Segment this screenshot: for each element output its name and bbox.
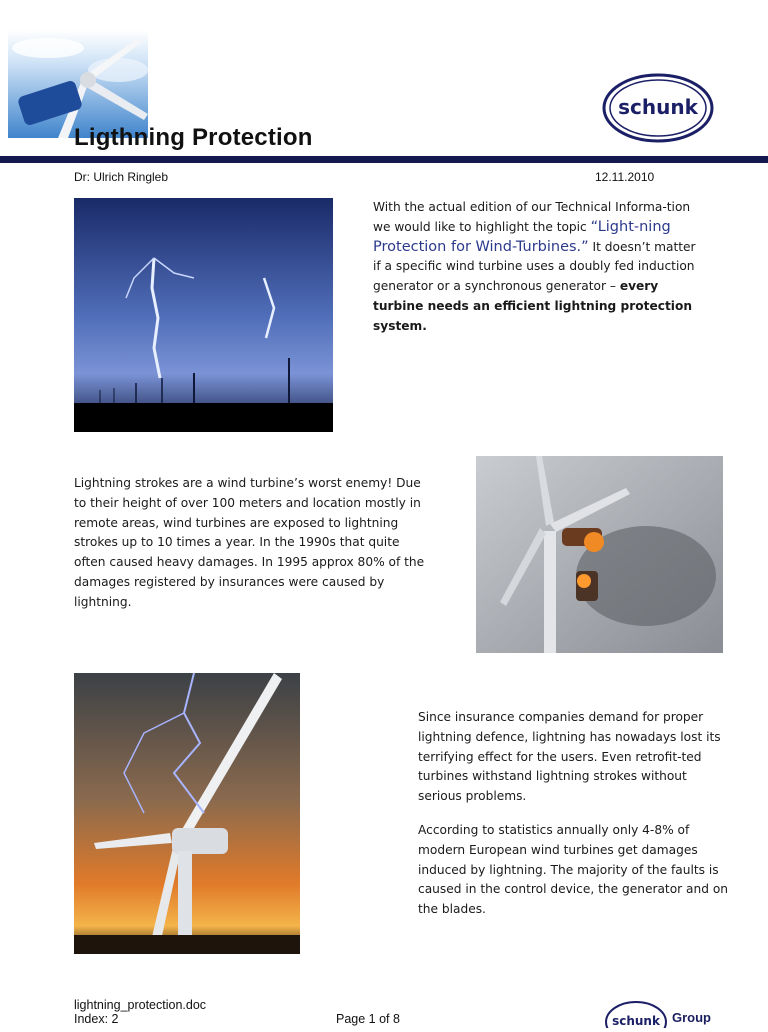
intro-paragraph xyxy=(373,198,698,337)
footer-logo-text: schunk xyxy=(612,1014,660,1028)
sunset-lightning-turbine-image xyxy=(74,673,300,954)
document-title: Ligthning Protection xyxy=(74,124,313,151)
intro-highlight: “Light-ning Protection for Wind-Turbines.” xyxy=(373,218,671,255)
burning-turbine-image xyxy=(476,456,723,653)
footer-page-number: Page 1 of 8 xyxy=(336,1012,400,1026)
footer-filename: lightning_protection.doc xyxy=(74,998,207,1012)
intro-text-1: With the actual edition of our Technical Informa-tion we would like to highlight the topic xyxy=(373,200,691,234)
title-divider xyxy=(0,156,768,163)
footer-index: Index: 2 xyxy=(74,1012,119,1026)
document-date: 12.11.2010 xyxy=(595,170,655,184)
header-turbine-image xyxy=(8,30,148,138)
footer-group-label: Group xyxy=(672,1010,711,1025)
statistics-paragraph: According to statistics annually only 4-8% of modern European wind turbines get damages induced by lightning. The majority of the faults is caused in the control device, the generator and on the blades. xyxy=(418,823,729,917)
worst-enemy-paragraph: Lightning strokes are a wind turbine’s worst enemy! Due to their height of over 100 meters and location mostly in remote areas, wind turbines are exposed to lightning strokes up to 10 times a year. In the 1990s that quite often caused heavy damages. In 1995 approx 80% of the damages registered by insurances were caused by lightning. xyxy=(74,476,425,609)
insurance-paragraph: Since insurance companies demand for proper lightning defence, lightning has nowadays lost its terrifying effect for the users. Even retrofit-ted turbines withstand lightning strokes without serious problems. xyxy=(418,710,721,804)
schunk-logo xyxy=(600,72,716,144)
intro-text-2: It doesn’t matter if a specific wind turbine uses a doubly fed induction generator or a synchronous generator – xyxy=(373,239,696,294)
lightning-storm-image xyxy=(74,198,333,432)
logo-text: schunk xyxy=(618,95,698,119)
intro-bold: every turbine needs an efficient lightning protection system. xyxy=(373,279,692,333)
author: Dr: Ulrich Ringleb xyxy=(74,170,169,184)
